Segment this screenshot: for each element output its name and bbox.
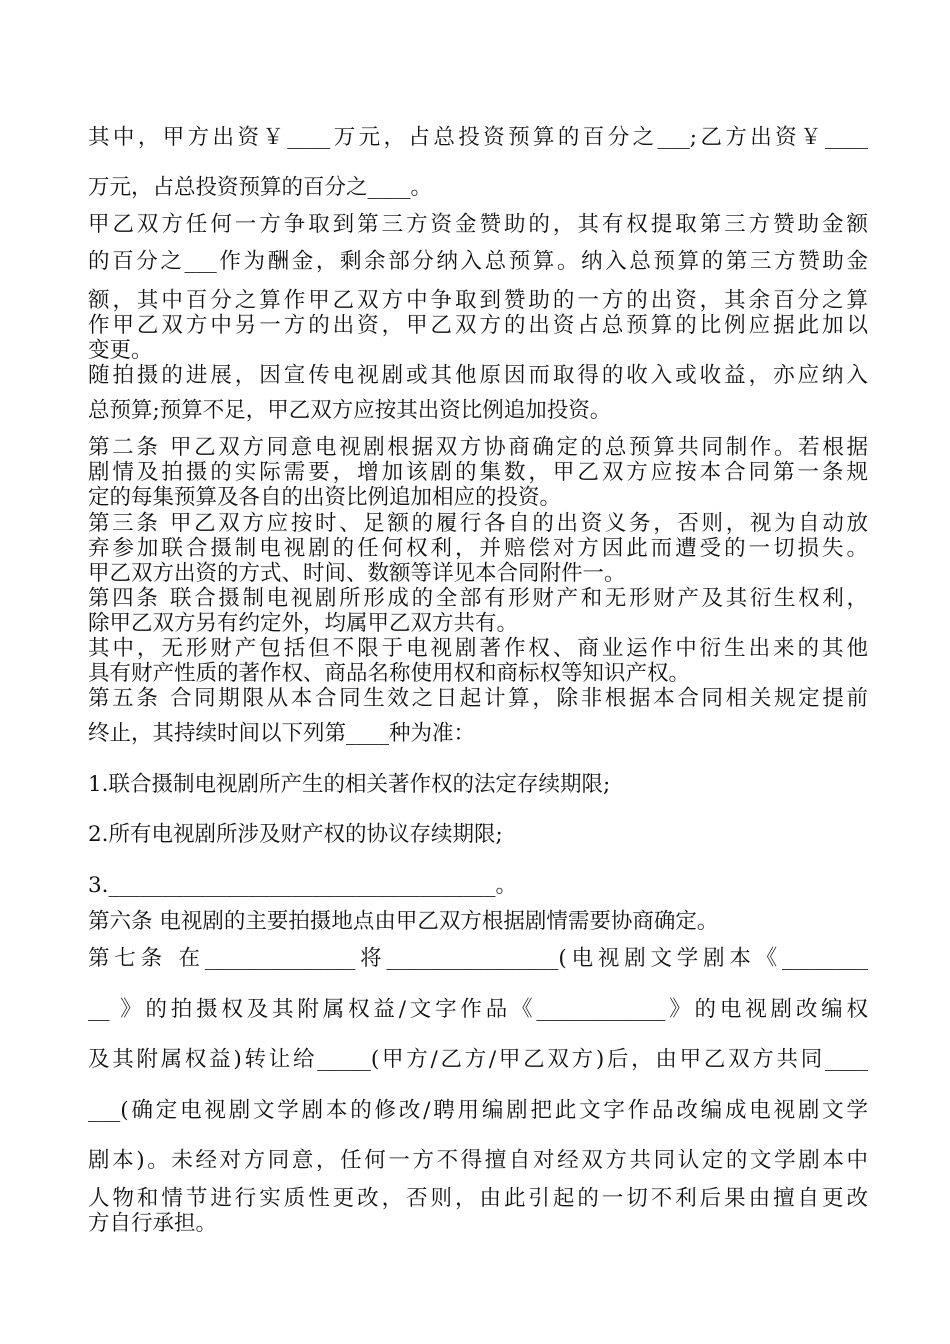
text-line: 甲乙双方任何一方争取到第三方资金赞助的，其有权提取第三方赞助金额 <box>88 212 868 237</box>
text-line: 第七条 在______________将________________(电视剧文学剧本《________ <box>88 946 868 971</box>
text-line: 弃参加联合摄制电视剧的任何权利，并赔偿对方因此而遭受的一切损失。 <box>88 536 868 561</box>
list-item: 3.____________________________________。 <box>88 873 518 898</box>
list-item: 1.联合摄制电视剧所产生的相关著作权的法定存续期限; <box>88 772 611 797</box>
text-line: 额，其中百分之算作甲乙双方中争取到赞助的一方的出资，其余百分之算 <box>88 288 868 313</box>
text-line: ___(确定电视剧文学剧本的修改/聘用编剧把此文字作品改编成电视剧文学 <box>88 1098 868 1123</box>
text-line: 剧情及拍摄的实际需要，增加该剧的集数，甲乙双方应按本合同第一条规 <box>88 460 868 485</box>
text-line: 第六条 电视剧的主要拍摄地点由甲乙双方根据剧情需要协商确定。 <box>88 909 719 934</box>
text-line: 方自行承担。 <box>88 1211 218 1236</box>
text-line: 第五条 合同期限从本合同生效之日起计算，除非根据本合同相关规定提前 <box>88 686 868 711</box>
text-line: 总预算;预算不足，甲乙双方应按其出资比例追加投资。 <box>88 398 612 423</box>
text-line: 其中，无形财产包括但不限于电视剧著作权、商业运作中衍生出来的其他 <box>88 636 868 661</box>
text-line: 的百分之___作为酬金，剩余部分纳入总预算。纳入总预算的第三方赞助金 <box>88 249 868 274</box>
text-line: 具有财产性质的著作权、商品名称使用权和商标权等知识产权。 <box>88 661 691 686</box>
text-line: 作甲乙双方中另一方的出资，甲乙双方的出资占总预算的比例应据此加以 <box>88 313 868 338</box>
text-line: 第三条 甲乙双方应按时、足额的履行各自的出资义务，否则，视为自动放 <box>88 511 868 536</box>
text-line: __ 》的拍摄权及其附属权益/文字作品《____________》的电视剧改编权 <box>88 997 868 1022</box>
text-line: 变更。 <box>88 338 153 363</box>
text-line: 终止，其持续时间以下列第____种为准： <box>88 721 476 746</box>
text-line: 随拍摄的进展，因宣传电视剧或其他原因而取得的收入或收益，亦应纳入 <box>88 363 868 388</box>
text-line: 及其附属权益)转让给_____(甲方/乙方/甲乙双方)后，由甲乙双方共同____ <box>88 1047 868 1072</box>
text-line: 第二条 甲乙双方同意电视剧根据双方协商确定的总预算共同制作。若根据 <box>88 435 868 460</box>
text-line: 除甲乙双方另有约定外，均属甲乙双方共有。 <box>88 611 519 636</box>
text-line: 第四条 联合摄制电视剧所形成的全部有形财产和无形财产及其衍生权利， <box>88 586 868 611</box>
text-line: 万元，占总投资预算的百分之____。 <box>88 175 433 200</box>
text-line: 其中，甲方出资￥____万元，占总投资预算的百分之___;乙方出资￥____ <box>88 125 868 150</box>
text-line: 定的每集预算及各自的出资比例追加相应的投资。 <box>88 485 562 510</box>
text-line: 人物和情节进行实质性更改，否则，由此引起的一切不利后果由擅自更改 <box>88 1186 868 1211</box>
text-line: 甲乙双方出资的方式、时间、数额等详见本合同附件一。 <box>88 561 626 586</box>
list-item: 2.所有电视剧所涉及财产权的协议存续期限; <box>88 822 503 847</box>
text-line: 剧本)。未经对方同意，任何一方不得擅自对经双方共同认定的文学剧本中 <box>88 1148 868 1173</box>
